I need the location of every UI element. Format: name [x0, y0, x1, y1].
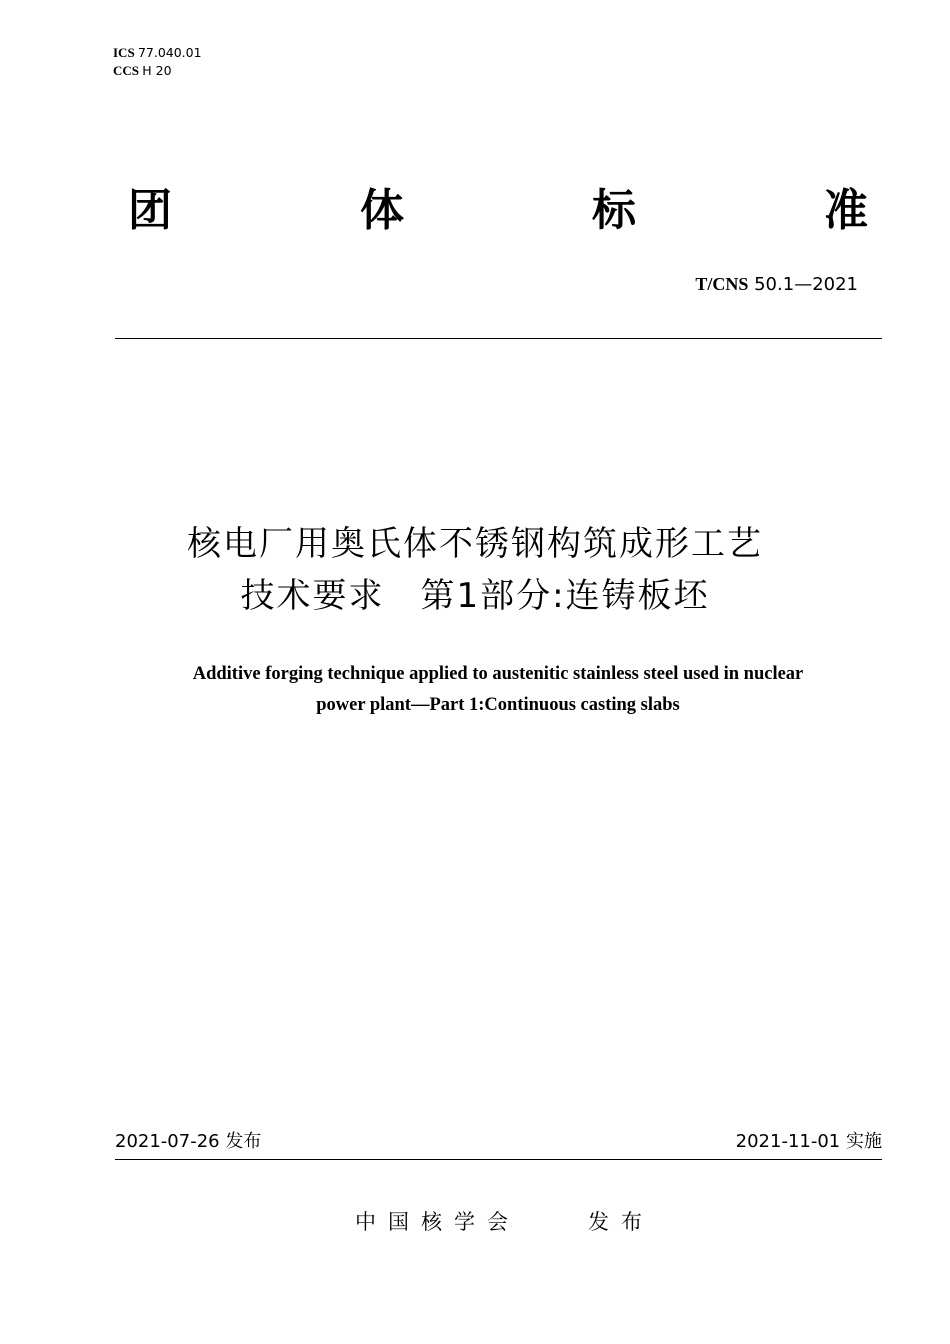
footer-divider	[115, 1159, 882, 1160]
chinese-title-line-2: 技术要求 第1部分:连铸板坯	[240, 576, 710, 616]
ics-code	[113, 44, 202, 62]
ccs-label: CCS	[113, 63, 140, 78]
issuing-organization: 中国核学会	[355, 1210, 520, 1234]
chinese-title	[0, 518, 950, 622]
english-title-line-1: Additive forging technique applied to austenitic stainless steel used in nuclear	[192, 664, 804, 684]
issue-action: 发布	[588, 1210, 654, 1234]
chinese-title-line-1: 核电厂用奥氏体不锈钢构筑成形工艺	[187, 524, 763, 564]
ics-label: ICS	[113, 45, 135, 60]
ics-value: 77.040.01	[137, 45, 202, 60]
standard-type-char: 标	[592, 185, 636, 236]
ccs-value: H 20	[142, 63, 172, 78]
english-title	[0, 659, 950, 721]
header-divider	[115, 338, 882, 339]
english-title-line-2: power plant—Part 1:Continuous casting slabs	[316, 695, 680, 715]
standard-number-prefix: T/CNS	[695, 274, 749, 294]
standard-type-char: 团	[128, 185, 172, 236]
standard-number	[695, 273, 858, 296]
standard-number-value: 50.1—2021	[754, 274, 858, 295]
publish-date: 2021-07-26 发布	[115, 1131, 262, 1152]
standard-type-heading	[128, 183, 868, 239]
ccs-code	[113, 62, 202, 80]
standard-type-char: 体	[360, 185, 404, 236]
standard-type-char: 准	[824, 185, 868, 236]
classification-codes	[113, 44, 202, 80]
implementation-date: 2021-11-01 实施	[735, 1131, 882, 1152]
